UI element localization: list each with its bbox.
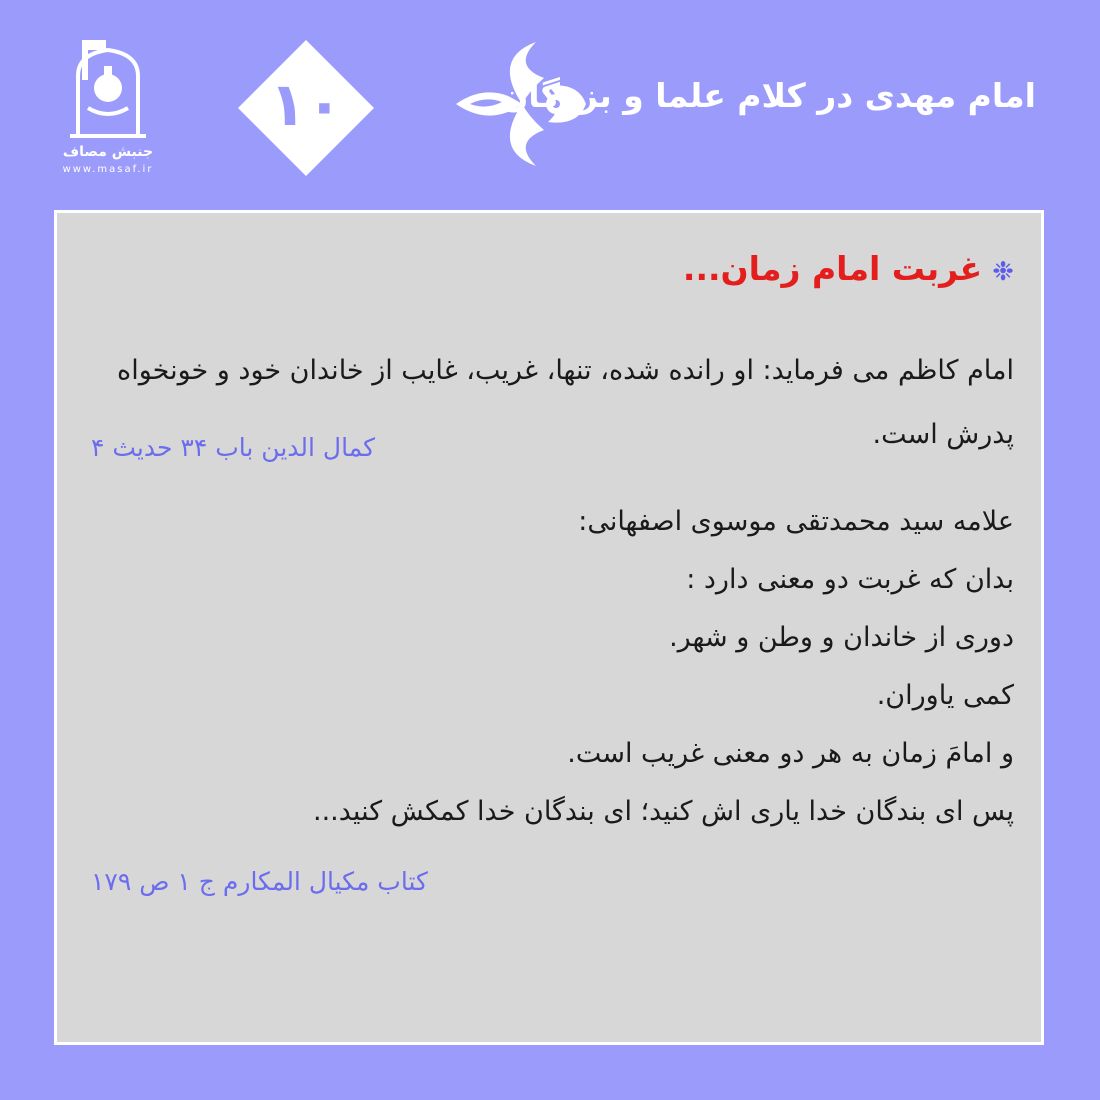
episode-number: ۱۰ [269,70,343,140]
text-line: علامه سید محمدتقی موسوی اصفهانی: [578,506,1014,537]
text-line: پس ای بندگان خدا یاری اش کنید؛ ای بندگان خدا کمکش کنید... [313,796,1014,827]
source-kamal-aldin: کمال الدین باب ۳۴ حدیث ۴ [91,433,376,462]
text-line: دوری از خاندان و وطن و شهر. [669,622,1014,653]
quote-kazim: امام کاظم می فرماید: او رانده شده، تنها، غریب، غایب از خاندان خود و خونخواه پدرش است. [117,355,1014,450]
isfahani-text [104,493,1014,841]
shrine-dome-with-flag-icon [60,36,156,142]
text-line: بدان که غربت دو معنی دارد : [686,564,1014,595]
series-title: امام مهدی در کلام علما و بزرگان [500,76,1036,115]
heading-text: غربت امام زمان... [682,249,983,288]
episode-badge [238,40,374,176]
logo-url: www.masaf.ir [62,164,154,175]
text-line: و امامَ زمان به هر دو معنی غریب است. [567,738,1014,769]
header [0,0,1100,210]
asterisk-flower-icon: ❉ [992,257,1014,287]
heading [683,249,1014,288]
source-mikyal: کتاب مکیال المکارم ج ۱ ص ۱۷۹ [91,867,428,896]
content-panel [54,210,1044,1045]
logo [48,36,168,176]
text-line: کمی یاوران. [876,680,1014,711]
logo-name: جنبش مصاف [62,144,154,160]
